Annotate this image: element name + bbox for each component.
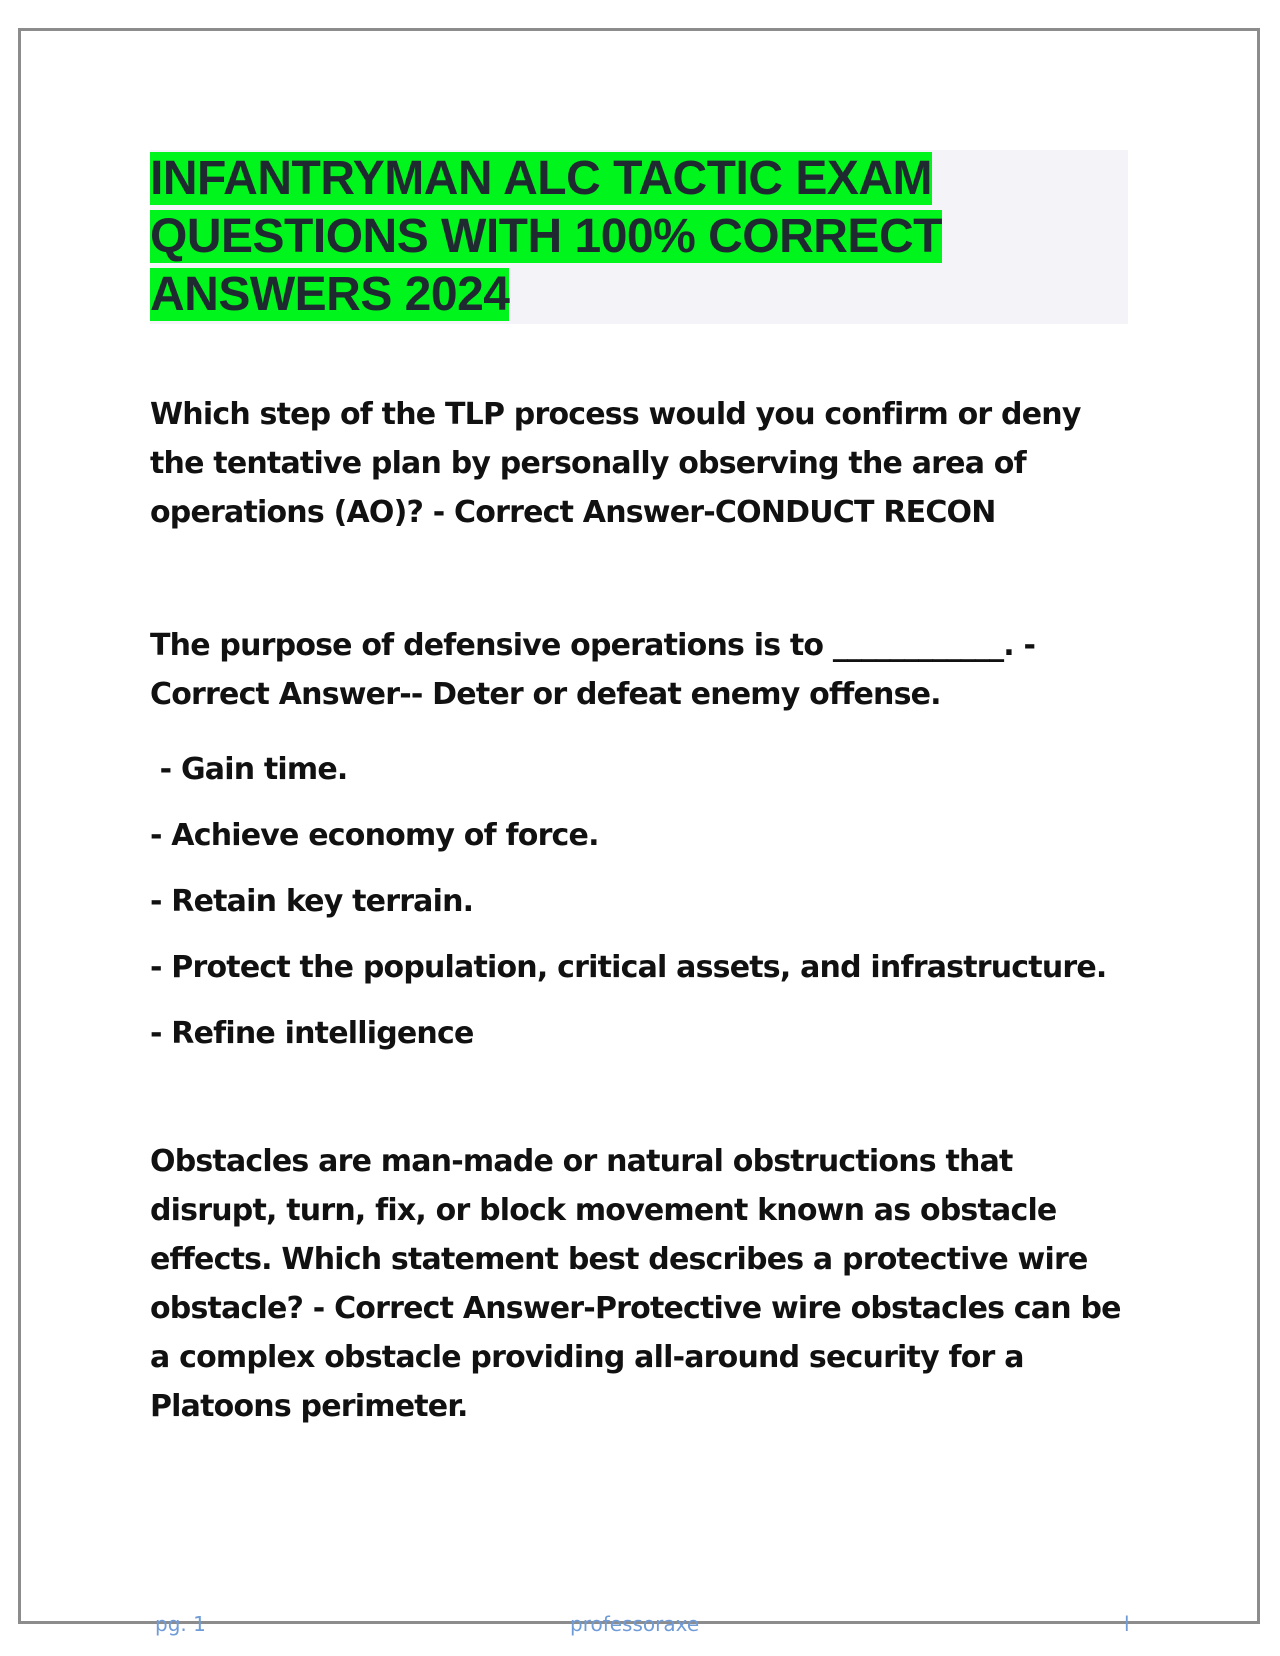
question-1: Which step of the TLP process would you confirm or deny the tentative plan by personally observing the area of operations (AO)? - Correct Answer-CONDUCT RECON [150, 397, 1081, 530]
question-3: Obstacles are man-made or natural obstructions that disrupt, turn, fix, or block movement known as obstacle effects. Which statement best describes a protective wire obstacle? - Correct Answer-Protective wire obstacles can be a complex obstacle providing all-around security for a Platoons perimeter. [150, 1144, 1121, 1424]
answer-list [150, 737, 1107, 1067]
question-2: The purpose of defensive operations is to ____________. - Correct Answer-- Deter or defeat enemy offense. [150, 628, 1036, 712]
list-item: - Gain time. [150, 752, 348, 787]
list-item: - Refine intelligence [150, 1016, 474, 1051]
list-item: - Protect the population, critical assets, and infrastructure. [150, 950, 1107, 985]
title-highlight: INFANTRYMAN ALC TACTIC EXAM QUESTIONS WITH 100% CORRECT ANSWERS 2024 [150, 152, 942, 321]
list-item: - Retain key terrain. [150, 884, 474, 919]
list-item: - Achieve economy of force. [150, 818, 599, 853]
footer-author: professoraxe [570, 1612, 700, 1636]
document-title [150, 150, 1050, 324]
footer-page-number: pg. 1 [155, 1612, 206, 1636]
footer-right-mark: l [1124, 1612, 1130, 1636]
